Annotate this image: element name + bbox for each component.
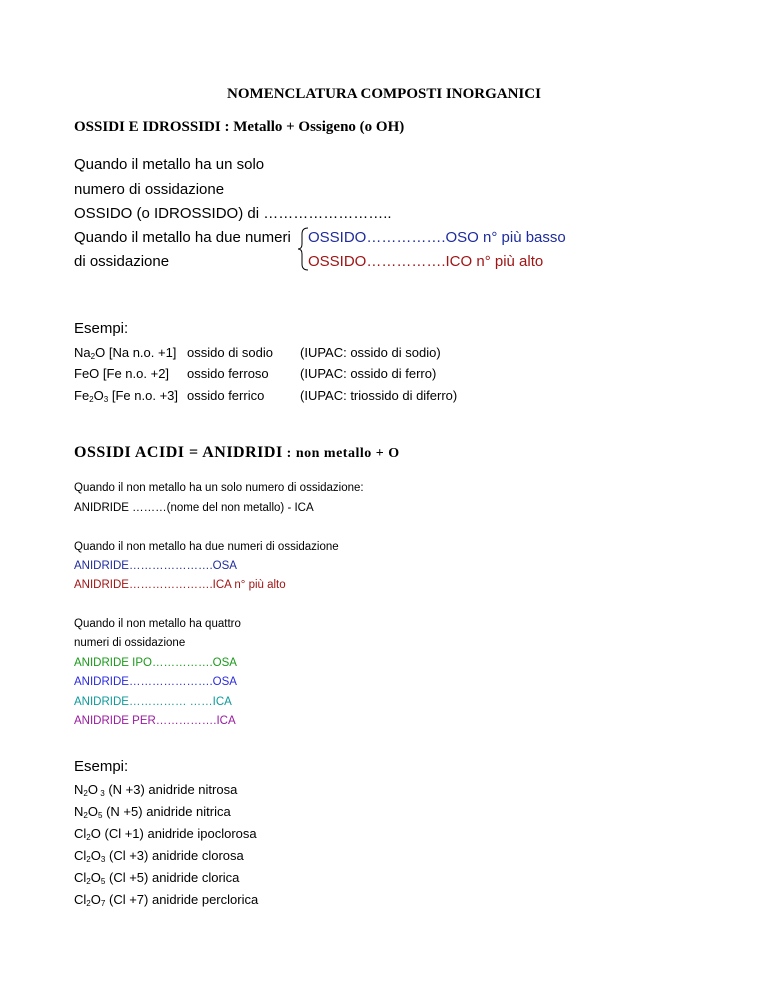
page-title-text: NOMENCLATURA COMPOSTI INORGANICI	[227, 86, 541, 102]
rule-line-1: Quando il metallo ha un solo	[74, 156, 265, 173]
formula-part: O	[95, 345, 106, 360]
formula-subscript: 2	[86, 855, 91, 864]
anidride-example	[74, 848, 244, 863]
element-symbol: Cl	[74, 848, 87, 863]
rule-line-4: Quando il metallo ha due numeri	[74, 229, 291, 246]
formula-subscript: 2	[83, 789, 88, 798]
anidride-example	[74, 826, 257, 841]
rule-line-5: di ossidazione	[74, 253, 170, 270]
element-symbol: Cl	[74, 870, 87, 885]
formula-part: FeO	[74, 366, 100, 381]
heading-tail: : non metallo + O	[282, 446, 400, 461]
examples-label: Esempi:	[74, 320, 129, 337]
formula-subscript: 2	[86, 899, 91, 908]
formula-part: Na	[74, 345, 91, 360]
rule-line-3: OSSIDO (o IDROSSIDO) di ……………………..	[74, 205, 392, 222]
example-text: (Cl +1) anidride ipoclorosa	[100, 826, 257, 841]
oxidation-number: [Fe n.o. +3]	[108, 388, 179, 403]
four-ox-intro-2: numeri di ossidazione	[74, 637, 186, 649]
example-text: (Cl +7) anidride perclorica	[105, 892, 259, 907]
section-heading-ossidi: OSSIDI E IDROSSIDI : Metallo + Ossigeno (o OH)	[74, 119, 405, 135]
element-symbol: N	[74, 782, 84, 797]
formula-subscript: 7	[100, 899, 106, 908]
example-row	[74, 345, 176, 360]
formula-subscript: 3	[103, 395, 109, 404]
formula-subscript: 2	[90, 352, 96, 361]
example-text: (N +5) anidride nitrica	[102, 804, 231, 819]
oxygen-symbol: O	[87, 782, 98, 797]
element-symbol: Cl	[74, 826, 87, 841]
formula-subscript: 2	[83, 811, 88, 820]
anidride-example	[74, 782, 237, 797]
example-text: (N +3) anidride nitrosa	[104, 782, 238, 797]
four-ox-osa: ANIDRIDE………………….OSA	[74, 676, 237, 688]
oxygen-symbol: O	[90, 870, 101, 885]
anidride-example	[74, 870, 239, 885]
formula-part: O	[93, 388, 104, 403]
oxygen-symbol: O	[87, 804, 98, 819]
examples-label: Esempi:	[74, 758, 129, 775]
two-ox-ica: ANIDRIDE………………….ICA n° più alto	[74, 579, 286, 591]
two-ox-osa: ANIDRIDE………………….OSA	[74, 560, 237, 572]
example-text: (Cl +5) anidride clorica	[105, 870, 240, 885]
example-name: ossido di sodio	[187, 345, 273, 360]
four-ox-ica: ANIDRIDE…………… ……ICA	[74, 696, 232, 708]
two-ox-intro: Quando il non metallo ha due numeri di ossidazione	[74, 541, 339, 553]
page-title	[0, 86, 768, 103]
rule-line-2: numero di ossidazione	[74, 181, 225, 198]
example-text: (Cl +3) anidride clorosa	[105, 848, 244, 863]
example-name: ossido ferrico	[187, 388, 265, 403]
oxygen-symbol: O	[90, 826, 101, 841]
section-heading-anidridi	[74, 444, 400, 462]
formula-subscript: 5	[100, 877, 106, 886]
element-symbol: N	[74, 804, 84, 819]
oxygen-symbol: O	[90, 848, 101, 863]
anidride-example	[74, 804, 231, 819]
four-ox-per: ANIDRIDE PER…………….ICA	[74, 715, 236, 727]
anidride-example	[74, 892, 258, 907]
formula-subscript: 2	[86, 833, 91, 842]
example-row	[74, 366, 169, 381]
element-symbol: Cl	[74, 892, 87, 907]
ico-rule: OSSIDO…………….ICO n° più alto	[308, 253, 544, 270]
heading-main: OSSIDI ACIDI = ANIDRIDI	[74, 444, 283, 461]
oxidation-number: [Fe n.o. +2]	[99, 366, 170, 381]
four-ox-ipo: ANIDRIDE IPO…………….OSA	[74, 657, 237, 669]
four-ox-intro-1: Quando il non metallo ha quattro	[74, 618, 241, 630]
oxygen-symbol: O	[90, 892, 101, 907]
one-ox-rule: ANIDRIDE ………(nome del non metallo) - ICA	[74, 502, 314, 514]
example-name: ossido ferroso	[187, 366, 269, 381]
formula-subscript: 2	[86, 877, 91, 886]
oso-rule: OSSIDO…………….OSO n° più basso	[308, 229, 566, 246]
formula-subscript: 3	[98, 789, 105, 798]
formula-subscript: 5	[98, 811, 103, 820]
example-row	[74, 388, 178, 403]
example-iupac: (IUPAC: ossido di ferro)	[300, 366, 437, 381]
formula-part: Fe	[74, 388, 90, 403]
one-ox-intro: Quando il non metallo ha un solo numero di ossidazione:	[74, 482, 364, 494]
formula-subscript: 2	[89, 395, 94, 404]
example-iupac: (IUPAC: ossido di sodio)	[300, 345, 441, 360]
example-iupac: (IUPAC: triossido di diferro)	[300, 388, 458, 403]
formula-subscript: 3	[100, 855, 106, 864]
oxidation-number: [Na n.o. +1]	[105, 345, 177, 360]
